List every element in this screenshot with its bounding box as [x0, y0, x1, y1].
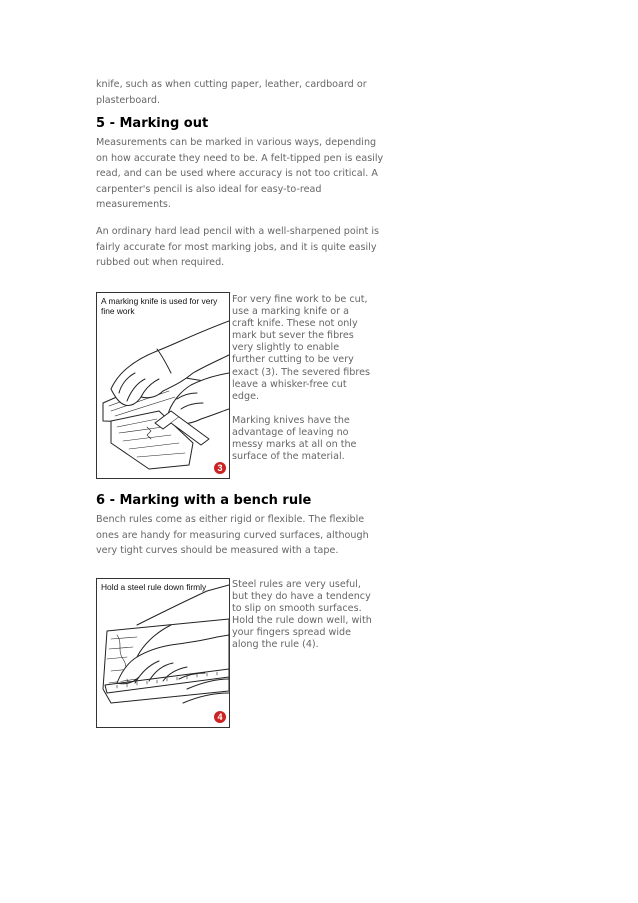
figure-4-number-badge: 4	[214, 711, 226, 723]
figure-steel-rule	[96, 578, 230, 728]
intro-paragraph: knife, such as when cutting paper, leather, cardboard or plasterboard.	[96, 79, 367, 106]
section-5-side-paragraph-1: For very fine work to be cut, use a marking knife or a craft knife. These not only mark but sever the fibres very slightly to enable further cutting to be very exact (3). The severed fibres leave a whisker-free cut edge.	[232, 294, 370, 402]
section-5-paragraph-2: An ordinary hard lead pencil with a well-sharpened point is fairly accurate for most marking jobs, and it is quite easily rubbed out when required.	[96, 226, 379, 269]
section-6-paragraph-1: Bench rules come as either rigid or flexible. The flexible ones are handy for measuring curved surfaces, although very tight curves should be measured with a tape.	[96, 514, 369, 557]
figure-4-caption: Hold a steel rule down firmly	[101, 582, 207, 592]
section-6-heading: 6 - Marking with a bench rule	[96, 493, 312, 508]
section-6-side-paragraph-1: Steel rules are very useful, but they do have a tendency to slip on smooth surfaces. Hold the rule down well, with your fingers spread wide along the rule (4).	[232, 579, 372, 651]
figure-marking-knife	[96, 292, 230, 479]
section-6-side-text	[232, 579, 372, 652]
hand-steel-rule-illustration	[97, 579, 229, 727]
section-5-side-paragraph-2: Marking knives have the advantage of leaving no messy marks at all on the surface of the material.	[232, 414, 357, 463]
section-5-heading: 5 - Marking out	[96, 116, 209, 131]
figure-3-caption: A marking knife is used for very fine work	[101, 296, 218, 316]
figure-3-number-badge: 3	[214, 462, 226, 474]
hand-marking-knife-illustration	[97, 293, 229, 478]
section-5-paragraph-1: Measurements can be marked in various ways, depending on how accurate they need to be. A felt-tipped pen is easily read, and can be used where accuracy is not too critical. A carpenter's pencil is also ideal for easy-to-read measurements.	[96, 137, 384, 211]
section-5-side-text	[232, 294, 372, 463]
